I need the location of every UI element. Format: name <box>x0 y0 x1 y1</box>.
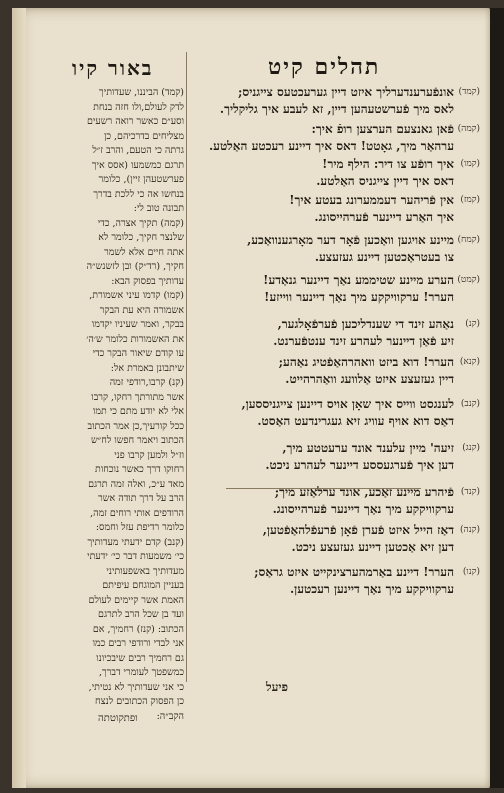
verse-number: (קנ) <box>465 319 480 329</box>
verse <box>194 156 480 192</box>
verse-number: (קנא) <box>459 357 480 367</box>
commentary-line: שיתבונן באמרת אל: <box>110 362 184 374</box>
verse-number: (קמד) <box>458 87 480 97</box>
verse <box>194 84 480 120</box>
verse-number: (קנה) <box>460 525 480 535</box>
commentary-line: עדותיך בפסוק הבא: <box>111 275 184 287</box>
verse-line: ערהאַר מיך, גאָטט! דאס איך דיינע רעכטע האַלטע. <box>208 139 454 153</box>
commentary-line: הכתוב ויאמר חפשו לח״ש <box>90 435 184 446</box>
verse-line: לאס מיך פֿערשטעהען דיין, זא לעבע איך גליקליך. <box>219 102 454 116</box>
verse <box>194 272 480 308</box>
verse-line: צו בעטראַכטען דיינע געזעצע. <box>314 250 454 264</box>
commentary-line: כן הפסוק הכתובים לנצח <box>95 696 184 707</box>
verse-line: דיין געזעצע איזט אַלוועג וואַהרהייט. <box>285 372 454 386</box>
verse-line: הערר! דוא ביזט וואהרהאַפֿטיג נאַהע; <box>278 355 454 369</box>
verse-line: הערע מיינע שטיממע נאַך דיינער גנאַדע! <box>263 273 454 287</box>
verse-number: (קמט) <box>457 275 480 285</box>
commentary-line: (קנ) קרבו,רודפי זמה <box>109 377 184 388</box>
commentary-line: כלומר רדיפת עזל וחמס: <box>95 522 184 533</box>
commentary-line: כי אני שעדותיך לא נטיתי, <box>88 681 184 693</box>
commentary-line: אני לבדי ורודפי רבים כמו <box>92 638 184 649</box>
commentary-line: כמשפטך לעומרי דברך, <box>99 667 184 678</box>
verse-line: הערר! דיינע באַרמהערצינקייט איזט גראַס; <box>254 565 454 579</box>
verse-line: דאַז הייל איזט פֿערן פֿאָן פֿרעפֿלהאַפֿטען, <box>262 523 454 537</box>
commentary-line: (קמה) תקיך אצרה, כדי <box>97 217 184 229</box>
verse-number: (קמה) <box>457 124 480 134</box>
verse <box>194 232 480 268</box>
verse <box>194 564 480 600</box>
commentary-line: בעניין המוגחם עיפיתם <box>102 580 184 591</box>
verse-line: זיעה' מיין עלענד אונד ערעטטע מיך, <box>282 441 454 455</box>
verse-line: לענגסט ווייס איך שאָן אויס דיינען צייגניססען, <box>241 397 454 411</box>
commentary-line: עו קודם שיאור הבקר כדי <box>92 348 184 359</box>
page-gutter <box>12 8 26 788</box>
verse-line: דאַס דוא אויף עוויג זיא געגרינדעט האַסט. <box>257 414 454 428</box>
verse-line: דען זיא אַכטען דיינע געזעצע ניכט. <box>291 540 454 554</box>
verse-number: (קנו) <box>462 567 480 577</box>
commentary-line: וסע״ם כאשר רואה רשעים <box>87 116 184 127</box>
commentary-line: מאד ע״כ, ואלה זמה תרגם <box>88 478 184 490</box>
verse-number: (קמח) <box>457 235 480 245</box>
commentary-line: הרודפים אותי רוחים זמה, <box>90 507 184 519</box>
page-title: תהלים קיט <box>268 54 381 80</box>
verse-line: פֿאן גאנצעם הערצען רופֿ איך: <box>311 122 454 136</box>
page <box>12 8 490 788</box>
commentary-line: תרגם כמשמעו (אסס איך <box>91 159 184 171</box>
commentary-line: בבקר, ואמר שעיניו יקדמו <box>91 319 184 330</box>
verse <box>194 396 480 432</box>
verse <box>194 484 480 520</box>
verse <box>194 192 480 228</box>
verse <box>194 121 480 157</box>
verse-line: אונפֿערענדערליך איזט דיין גערעכטעס צייגניס; <box>238 85 454 99</box>
commentary-line: אלי לא יודע מתם כי תמו <box>92 406 184 417</box>
commentary-line: (קמד) הביננו, שעדותיך <box>99 87 184 98</box>
commentary-line: כי׳ משמעות דבר כי׳ ידעתי <box>87 551 184 562</box>
commentary-line: ועד בן שכל הרב לתרגם <box>98 609 184 620</box>
commentary-line: וז״ל ולמען קרבו פני <box>114 449 184 461</box>
verse-line: ערקוויקקע מיך נאַך דיינער פֿערהייסונג. <box>272 502 454 516</box>
verse <box>194 522 480 558</box>
verse-line: איך רופֿע צו דיר: הילף מיר! <box>322 157 454 171</box>
commentary-column <box>38 86 184 724</box>
verse <box>194 440 480 476</box>
verse-number: (קנד) <box>460 487 480 497</box>
catchword: פיעל <box>266 680 289 694</box>
verse-number: (קמז) <box>460 195 480 205</box>
commentary-line: גרתה כי הטעם, והרב ז״ל <box>92 145 184 156</box>
verse-line: אין פֿריהער דעממערונג בעטע איך! <box>289 193 454 207</box>
verse-number: (קמו) <box>460 159 480 169</box>
commentary-line: הקב״ה: <box>156 710 184 722</box>
commentary-line: רחוקו דרך כאשר נוכחות <box>95 464 184 475</box>
commentary-line: הרב על דרך תודה אשר <box>98 493 184 504</box>
commentary-line: ככל קורעיך,כן אמר הכתוב <box>87 420 184 432</box>
verse-line: פֿיהרע מיינע זאַכע, אונד ערלאַזע מיך; <box>274 485 454 499</box>
commentary-line: (קנב) קדם ידעתי מעדותיך <box>87 536 184 548</box>
commentary-title: באור קיו <box>72 56 154 80</box>
column-divider <box>186 52 187 682</box>
commentary-line: פערשטעהן זיין), כלומר <box>98 174 184 185</box>
commentary-line: הכתוב: (קנז) רחמיך, אם <box>92 623 184 635</box>
commentary-line: לדק לעולם,ולו חזה בנחת <box>93 101 184 113</box>
verse-line: דאס איך דיין צייגניס האַלטע. <box>316 174 454 188</box>
commentary-line: (קמו) קדמו עיני אשמורת, <box>89 290 184 301</box>
verse <box>194 316 480 352</box>
commentary-line: אשמורה היא עת הבקר <box>99 304 184 316</box>
verse-line: נאַהע זינד די שענדליכען פֿערפֿאָלגער, <box>277 317 454 331</box>
verse-number: (קנג) <box>462 443 480 453</box>
commentary-line: גם רחמיך רבים שיבכיונו <box>96 652 184 664</box>
commentary-line: האמת אשר קיימים לעולם <box>88 594 184 606</box>
verse-line: מיינע אויגען וואַכען פֿאָר דער מאָרגענוואַכע, <box>247 233 454 247</box>
commentary-line: אתה חיים אלא לשמר <box>104 246 184 258</box>
page-edge <box>490 8 504 788</box>
verse-number: (קנב) <box>460 399 480 409</box>
commentary-line: בנחשו אה כי ללכת בדרך <box>93 188 184 200</box>
verse-line: ערקוויקקע מיך נאַך דיינען רעכטען. <box>289 582 454 596</box>
commentary-line: חקיך, (רד״ק) ובן לזשנש״ה <box>86 261 184 272</box>
commentary-line: אשר מתורתך רחקו, קרבו <box>91 391 184 403</box>
verse-line: הערר! ערקוויקקע מיך נאַך דיינער ווייזע! <box>264 290 454 304</box>
commentary-line: מצליחים בדרכיהם, כן <box>103 130 184 142</box>
verse-line: דען איך פֿערגעססע דיינער לעהרע ניכט. <box>265 458 454 472</box>
verse <box>194 354 480 390</box>
commentary-line: מעדותיך באשפעותיני <box>106 565 184 577</box>
commentary-line: תבונה טוב לי: <box>133 203 184 214</box>
commentary-line: את האשמורות כלומר ש׳ה׳ <box>86 333 184 345</box>
verse-line: זיע פֿאַן דיינער לעהרע זינד ענטפֿערנט. <box>273 334 454 348</box>
footer-signature: ופתקוטתה <box>98 713 138 724</box>
commentary-line: שלנצר חקיך, כלומר לא <box>98 232 184 243</box>
verse-line: איך האַרע דיינער פֿערהייסונג. <box>314 210 454 224</box>
